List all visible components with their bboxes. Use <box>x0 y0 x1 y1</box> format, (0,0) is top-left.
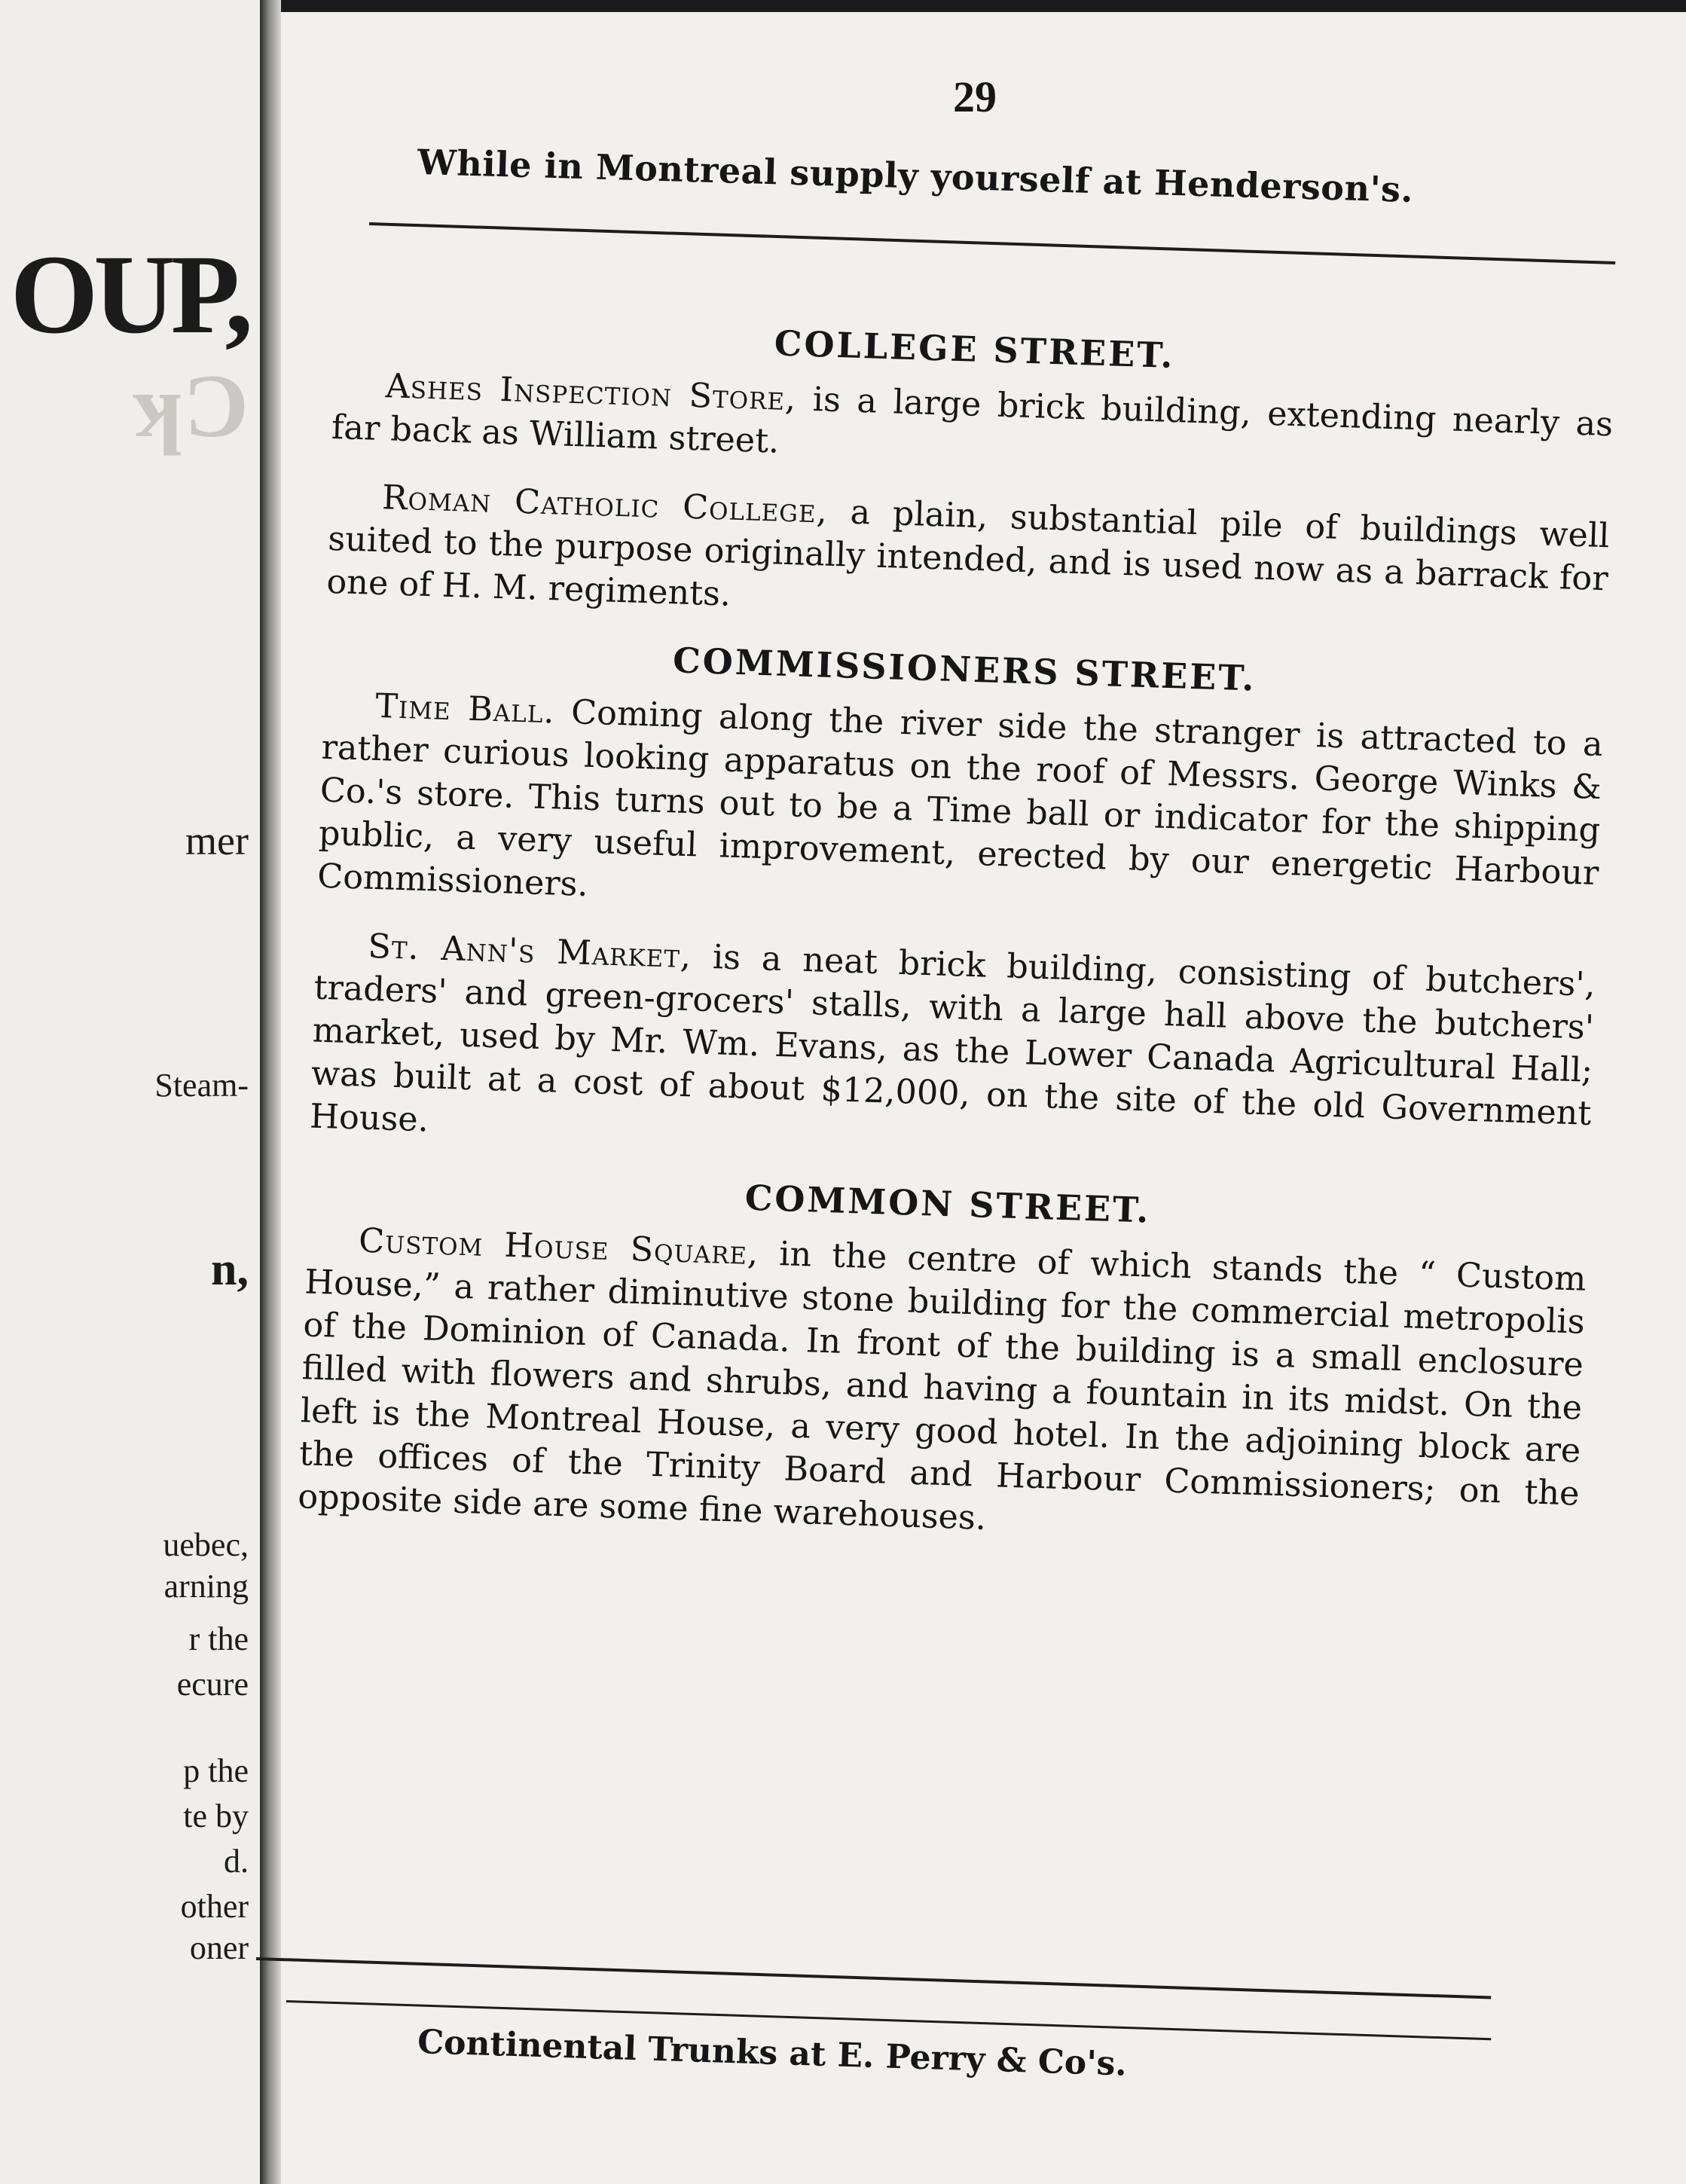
left-page-fragment: p the <box>183 1752 249 1789</box>
section-title: COLLEGE STREET. <box>774 322 1176 377</box>
left-page-fragment: ecure <box>176 1666 249 1703</box>
section-title: COMMON STREET. <box>744 1177 1152 1231</box>
page-number: 29 <box>953 72 997 121</box>
section-common-street <box>298 1163 1589 1558</box>
left-page-fragment: d. <box>224 1843 249 1880</box>
section-title: COMMISSIONERS STREET. <box>672 640 1257 699</box>
paragraph <box>298 1217 1587 1558</box>
paragraph-text: is a neat brick building, consisting of butchers', traders' and green-grocers' stalls, with a large hall above the butchers' market, used by Mr. Wm. Evans, as the Lower Canada Agricultural Hall; was built at a cost of about $12,000, on the site of the old Government House. <box>309 937 1596 1140</box>
left-page-bleed-mark: ʞƆ <box>133 356 249 456</box>
paragraph <box>309 924 1596 1178</box>
top-border <box>281 0 1686 12</box>
footer-advertisement: Continental Trunks at E. Perry & Co's. <box>417 2023 1128 2084</box>
left-page-fragment: te by <box>183 1798 249 1834</box>
paragraph-text: Coming along the river side the stranger is attracted to a rather curious looking apparatus on the roof of Messrs. George Winks & Co.'s store. This turns out to be a Time ball or indicator for the shipping public, a very useful improvement, erected by our energetic Harbour Commissioners. <box>316 692 1604 904</box>
paragraph-text: is a large brick building, extending nearly as far back as William street. <box>331 380 1614 461</box>
paragraph <box>326 475 1611 643</box>
paragraph-text: in the centre of which stands the “ Custom House,” a rather diminutive stone building for the commercial metropolis of the Dominion of Canada. In front of the building is a small enclosure filled with flowers and shrubs, and having a fountain in its midst. On the left is the Montreal House, a very good hotel. In the adjoining block are the offices of the Trinity Board and Harbour Commissioners; on the opposite side are some fine warehouses. <box>297 1234 1587 1538</box>
paragraph-text: a plain, substantial pile of buildings well suited to the purpose originally intended, and is used now as a barrack for one of H. M. regiments. <box>325 492 1611 614</box>
section-college-street <box>326 309 1615 643</box>
section-commissioners-street <box>309 629 1605 1178</box>
header-banner: While in Montreal supply yourself at Henderson's. <box>417 142 1414 210</box>
paragraph <box>316 683 1603 938</box>
paragraph-lead: St. Ann's Market, <box>367 927 692 976</box>
left-page-fragment: Steam- <box>154 1067 249 1104</box>
left-page-fragment: arning <box>163 1568 249 1605</box>
left-facing-page <box>0 0 260 2184</box>
book-gutter <box>260 0 281 2184</box>
article-body <box>296 309 1615 1584</box>
left-page-fragment: other <box>180 1888 249 1925</box>
left-page-fragment: uebec, <box>163 1526 249 1563</box>
left-page-fragment: n, <box>211 1244 249 1295</box>
left-page-fragment: oner <box>189 1929 249 1966</box>
left-page-fragment: mer <box>185 818 249 863</box>
paragraph-lead: Custom House Square, <box>358 1221 760 1273</box>
left-page-fragment: OUP, <box>10 232 249 357</box>
paragraph-lead: Time Ball. <box>374 686 556 732</box>
paragraph-lead: Roman Catholic College, <box>381 478 829 531</box>
paragraph-lead: Ashes Inspection Store, <box>385 367 798 419</box>
left-page-fragment: r the <box>188 1620 249 1657</box>
